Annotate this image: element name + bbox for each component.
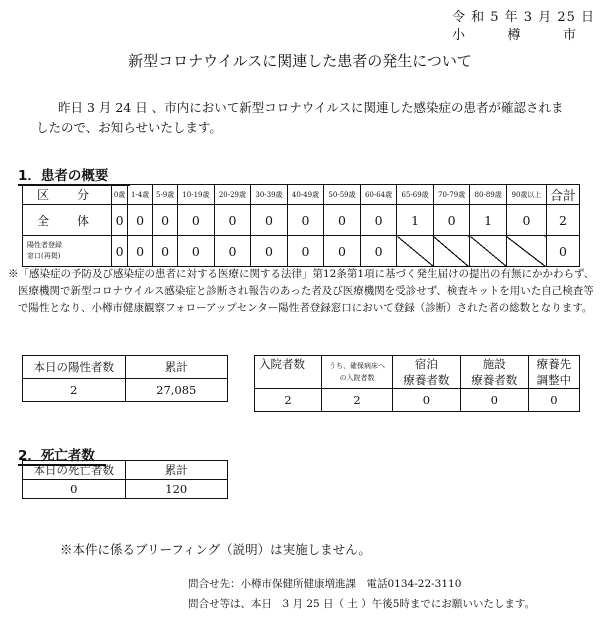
table-cell: 1 [470, 205, 507, 236]
death-cumulative-header: 累計 [125, 461, 228, 480]
row-label-registration [23, 236, 112, 267]
age-header: 1-4歳 [128, 185, 153, 205]
table-cell-slashed [470, 236, 507, 267]
category-header: 区 分 [23, 185, 112, 205]
briefing-notice: ※本件に係るブリーフィング（説明）は実施しません。 [60, 542, 371, 557]
age-header: 40-49歳 [287, 185, 324, 205]
table-cell: 0 [153, 205, 178, 236]
table-cell-slashed [433, 236, 470, 267]
table-cell: 0 [251, 205, 288, 236]
age-header: 65-69歳 [397, 185, 434, 205]
table-cell-slashed [506, 236, 546, 267]
city-char: 市 [562, 28, 576, 43]
age-header: 70-79歳 [433, 185, 470, 205]
row-label-all: 全 体 [23, 205, 112, 236]
city-char: 樽 [507, 28, 521, 43]
lodging-value: 0 [393, 389, 461, 412]
secured-beds-header [322, 356, 393, 389]
table-cell-slashed [397, 236, 434, 267]
table-cell: 0 [128, 205, 153, 236]
issue-date: 令 和 5 年 3 月 25 日 [452, 10, 596, 25]
adjusting-header-line: 療養先 [536, 357, 572, 371]
death-today-value: 0 [23, 480, 126, 499]
table-cell: 0 [178, 205, 215, 236]
facility-value: 0 [460, 389, 528, 412]
table-cell: 0 [112, 205, 128, 236]
admitted-value: 2 [255, 389, 322, 412]
lodging-header-line: 療養者数 [403, 373, 450, 387]
hospital-status-table [254, 355, 580, 412]
positive-cumulative-header: 累計 [125, 356, 228, 379]
section2-heading: 2．死亡者数 [18, 444, 106, 466]
death-cumulative-value: 120 [125, 480, 228, 499]
secured-beds-value: 2 [322, 389, 393, 412]
table-cell: 0 [214, 205, 251, 236]
age-header: 30-39歳 [251, 185, 288, 205]
table-cell: 0 [433, 205, 470, 236]
section1-heading: 1．患者の概要 [18, 164, 130, 186]
age-header: 90歳以上 [506, 185, 546, 205]
table-cell: 0 [287, 236, 324, 267]
age-header: 80-89歳 [470, 185, 507, 205]
positive-today-value: 2 [23, 379, 126, 402]
table-cell-total: 0 [547, 236, 580, 267]
age-header: 10-19歳 [178, 185, 215, 205]
lodging-header-line: 宿泊 [414, 357, 438, 371]
death-today-header: 本日の死亡者数 [23, 461, 126, 480]
age-header: 20-29歳 [214, 185, 251, 205]
death-count-table [22, 460, 228, 499]
table-cell: 0 [128, 236, 153, 267]
adjusting-header-line: 調整中 [536, 373, 572, 387]
row-label-line: 窓口(再掲) [27, 252, 61, 260]
table-cell: 0 [324, 236, 361, 267]
table-cell: 0 [251, 236, 288, 267]
table-cell: 0 [153, 236, 178, 267]
table-cell: 0 [178, 236, 215, 267]
total-header: 合計 [547, 185, 580, 205]
table-cell: 0 [112, 236, 128, 267]
age-header: 5-9歳 [153, 185, 178, 205]
age-header: 0歳 [112, 185, 128, 205]
table-row-all [23, 205, 580, 236]
document-title: 新型コロナウイルスに関連した患者の発生について [128, 52, 472, 70]
table-cell: 0 [214, 236, 251, 267]
admitted-header: 入院者数 [255, 356, 322, 389]
facility-header-line: 施設 [482, 357, 506, 371]
table-cell-total: 2 [547, 205, 580, 236]
table-cell: 0 [360, 205, 397, 236]
positive-cumulative-value: 27,085 [125, 379, 228, 402]
table-cell: 0 [506, 205, 546, 236]
table-cell: 0 [287, 205, 324, 236]
intro-paragraph: 昨日 3 月 24 日 、市内において新型コロナウイルスに関連した感染症の患者が確認されましたので、お知らせいたします。 [36, 100, 564, 135]
adjusting-header [528, 356, 579, 389]
city-char: 小 [452, 28, 466, 43]
row-label-line: 陽性者登録 [27, 241, 62, 249]
age-header: 60-64歳 [360, 185, 397, 205]
facility-header-line: 療養者数 [471, 373, 518, 387]
table-cell: 1 [397, 205, 434, 236]
contact-info: 問合せ先：小樽市保健所健康増進課 電話0134-22-3110 [188, 578, 462, 590]
secured-beds-header-line: うち、確保病床へ [329, 362, 385, 370]
table-header-row [23, 185, 580, 205]
positive-count-table [22, 355, 228, 402]
adjusting-value: 0 [528, 389, 579, 412]
facility-header [460, 356, 528, 389]
patient-summary-table [22, 184, 580, 267]
table-cell: 0 [360, 236, 397, 267]
table-row-registration [23, 236, 580, 267]
lodging-header [393, 356, 461, 389]
positive-today-header: 本日の陽性者数 [23, 356, 126, 379]
table-cell: 0 [324, 205, 361, 236]
inquiry-deadline: 問合せ等は、本日 3 月 25 日（ 土 ）午後5時までにお願いいたします。 [188, 598, 536, 610]
secured-beds-header-line: の入院者数 [339, 374, 375, 382]
definition-note: ※「感染症の予防及び感染症の患者に対する医療に関する法律」第12条第1項に基づく発生届けの提出の有無にかかわらず、医療機関で新型コロナウイルス感染症と診断され報告のあった者及び医療機関を受診せず、検査キットを用いた自己検査等で陽性となり、小樽市健康観察フォローアップセンター陽性者登録窓口において登録（診断）された者の総数となります。 [8, 268, 595, 314]
age-header: 50-59歳 [324, 185, 361, 205]
city-name [452, 24, 576, 43]
